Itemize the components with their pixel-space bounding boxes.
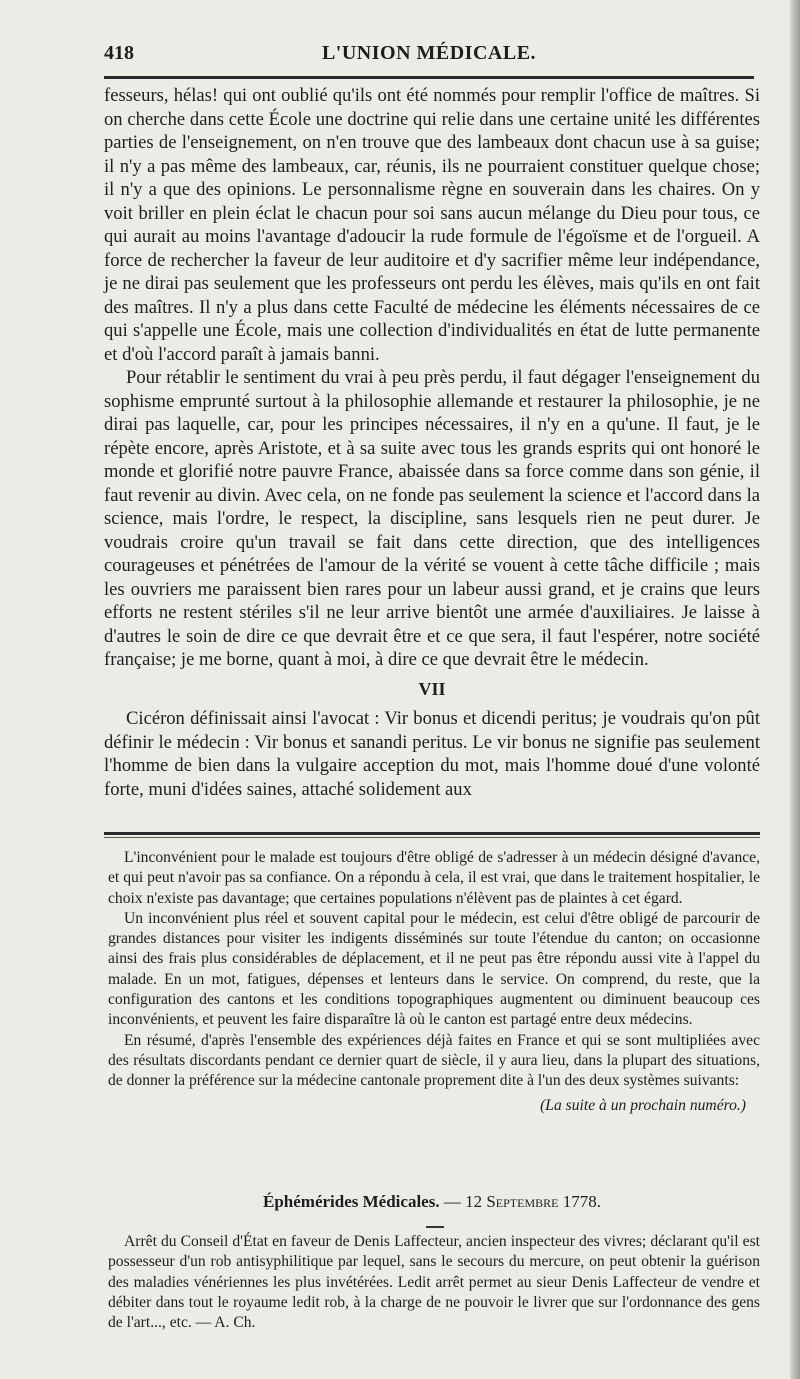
page-number: 418: [104, 42, 134, 64]
body-paragraph: Cicéron définissait ainsi l'avocat : Vir bonus et dicendi peritus; je voudrais qu'on pût définir le médecin : Vir bonus et sanandi peritus. Le vir bonus ne signifie pas seulement l'homme de bien dans la vulgaire acception du mot, mais l'homme doué d'une volonté forte, muni d'idées saines, attaché solidement aux: [104, 708, 760, 800]
body-paragraph: Pour rétablir le sentiment du vrai à peu près perdu, il faut dégager l'enseignement du sophisme emprunté surtout à la philosophie allemande et restaurer la philosophie, je ne dirai pas laquelle, car, pour les principes nécessaires, il n'y en a qu'une. Il faut, je le répète encore, après Aristote, et à sa suite avec tous les grands esprits qui ont honoré le monde et glorifié notre pauvre France, abaissée dans sa force comme dans son génie, il faut revenir au divin. Avec cela, on ne fonde pas seulement la science et l'accord dans la science, mais l'ordre, le respect, la discipline, sans lesquels rien ne peut durer. Je voudrais croire qu'un travail se fait dans cette direction, que des intelligences courageuses et pénétrées de l'amour de la vérité se vouent à cette tâche difficile ; mais les ouvriers me paraissent bien rares pour un labeur aussi grand, et je crains que leurs efforts ne restent stériles s'il ne leur arrive bientôt une armée d'auxiliaires. Je laisse à d'autres le soin de dire ce que devrait être et ce que sera, il faut l'espérer, notre société française; je me borne, quant à moi, à dire ce que devrait être le médecin.: [104, 367, 760, 670]
footnote-paragraph: L'inconvénient pour le malade est toujours d'être obligé de s'adresser à un médecin désigné d'avance, et qui peut n'avoir pas sa confiance. On a répondu à cela, il est vrai, que dans le traitement hospitalier, le choix n'existe pas davantage; que certaines populations n'élèvent pas de plaintes à cet égard.: [108, 849, 760, 907]
page-edge-shadow: [790, 0, 800, 1379]
ephemerides-heading: [104, 1192, 760, 1212]
body-paragraph: fesseurs, hélas! qui ont oublié qu'ils ont été nommés pour remplir l'office de maîtres. Si on cherche dans cette École une doctrine qui relie dans une certaine unité les différentes parties de l'enseignement, on n'en trouve que des lambeaux dont chacun use à sa guise; il n'y a pas même des lambeaux, car, réunis, ils ne pourraient constituer quelque chose; il n'y a que des opinions. Le personnalisme règne en souverain dans les chaires. On y voit briller en plein éclat le chacun pour soi sans aucun mélange du Dieu pour tous, ce qui aurait au moins l'avantage d'adoucir la rude formule de l'égoïsme et de l'orgueil. A force de rechercher la faveur de leur auditoire et d'y sacrifier même leur indépendance, je ne dirai pas seulement que les professeurs ont perdu les élèves, mais qu'ils en ont fait des maîtres. Il n'y a plus dans cette Faculté de médecine les éléments nécessaires de ce qui s'appelle une École, mais une collection d'individualités en état de lutte permanente et d'où l'accord paraît à jamais banni.: [104, 85, 760, 365]
header-rule: [104, 76, 754, 79]
ephemerides-paragraph: Arrêt du Conseil d'État en faveur de Denis Laffecteur, ancien inspecteur des vivres; déclarant qu'il est possesseur d'un rob antisyphilitique par lequel, sans le secours du mercure, on peut obtenir la guérison des maladies vénériennes les plus invétérées. Ledit arrêt permet au sieur Denis Laffecteur de vendre et débiter dans tout le royaume ledit rob, à la charge de ne pouvoir le livrer que sur l'ordonnance des gens de l'art..., etc. — A. Ch.: [108, 1233, 760, 1332]
footnote-paragraph: Un inconvénient plus réel et souvent capital pour le médecin, est celui d'être obligé de parcourir de grandes distances pour visiter les indigents disséminés sur toute l'étendue du canton; on occasionne ainsi des frais plus considérables de déplacement, et il ne peut pas être répondu aussi vite à l'appel du malade. En un mot, fatigues, dépenses et lenteurs dans le service. On comprend, du reste, que la configuration des cantons et les conditions topographiques augmentent ou diminuent beaucoup ces inconvénients, et peuvent les faire disparaître là où le canton est partagé entre deux médecins.: [108, 909, 760, 1029]
ephemerides-date: — 12 Septembre 1778.: [443, 1192, 601, 1211]
section-number: VII: [418, 678, 446, 699]
running-header: [104, 38, 754, 74]
journal-title: L'UNION MÉDICALE.: [321, 42, 537, 64]
main-body-text: [104, 84, 760, 801]
footnote-block: [108, 848, 760, 1116]
footnote-rule: [104, 832, 760, 835]
ephemerides-rule: [426, 1226, 444, 1228]
ephemerides-text: [108, 1232, 760, 1333]
ephemerides-label: Éphémérides Médicales.: [263, 1192, 440, 1211]
footnote-rule-thin: [104, 837, 760, 838]
footnote-paragraph: En résumé, d'après l'ensemble des expériences déjà faites en France et qui se sont multipliées avec des résultats discordants pendant ce dernier quart de siècle, il y aura lieu, dans la plupart des situations, de donner la préférence sur la médecine cantonale proprement dite à l'un des deux systèmes suivants:: [108, 1031, 760, 1090]
continuation-note: (La suite à un prochain numéro.): [540, 1096, 746, 1114]
